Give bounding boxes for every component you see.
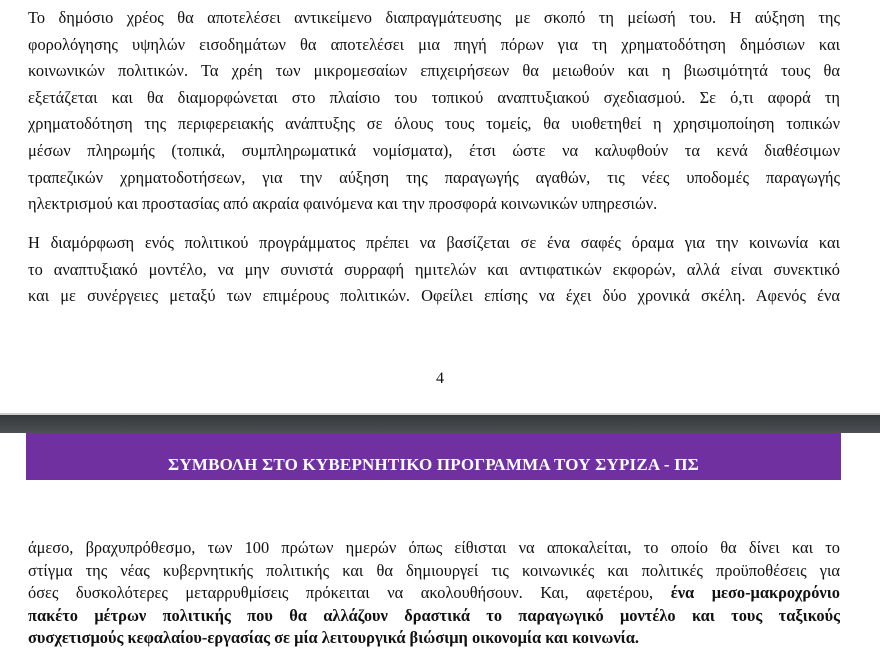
banner-title: ΣΥΜΒΟΛΗ ΣΤΟ ΚΥΒΕΡΝΗΤΙΚΟ ΠΡΟΓΡΑΜΜΑ ΤΟΥ ΣΥΡΙΖΑ - ΠΣ (168, 455, 699, 474)
page-number: 4 (436, 370, 444, 387)
text-line: μέσων πληρωμής (τοπικά, συμπληρωματικά νομίσματα), έτσι ώστε να καλυφθούν τα κενά διαθέσιμων (28, 141, 840, 160)
text-line: τραπεζικών χρηματοδοτήσεων, για την αύξηση της παραγωγής αγαθών, τις νέες υποδομές παραγωγής (28, 167, 840, 187)
text-line: Η διαμόρφωση ενός πολιτικού προγράμματος πρέπει να βασίζεται σε ένα σαφές όραμα για την κοινωνία και (28, 233, 840, 252)
text-normal: όσες δυσκολότερες μεταρρυθμίσεις πρόκειται να ακολουθήσουν. Και, αφετέρου, (28, 583, 671, 602)
text-normal: άμεσο, βραχυπρόθεσμο, των 100 πρώτων ημερών όπως είθισται να αποκαλείται, το οποίο θα δίνει και το (28, 538, 840, 557)
text-bold: συσχετισμούς κεφαλαίου-εργασίας σε μία λειτουργικά βιώσιμη οικονομία και κοινωνία. (28, 628, 640, 647)
page-separator (0, 413, 880, 433)
text-line: Το δημόσιο χρέος θα αποτελέσει αντικείμενο διαπραγμάτευσης με σκοπό τη μείωσή του. Η αύξηση της (28, 8, 840, 27)
text-bold: πακέτο μέτρων πολιτικής που θα αλλάζουν δραστικά το παραγωγικό μοντέλο και τους ταξικούς (28, 605, 840, 625)
text-line (28, 582, 840, 604)
text-line: φορολόγησης υψηλών εισοδημάτων θα αποτελέσει μια πηγή πόρων για τη χρηματοδότηση δημόσιων και (28, 34, 840, 54)
section-banner (26, 433, 841, 480)
text-line: εξετάζεται και θα διαμορφώνεται στο πλαίσιο του τοπικού αναπτυξιακού σχεδιασμού. Σε ό,τι αφορά τη (28, 87, 840, 107)
text-bold: ένα μεσο-μακροχρόνιο (670, 583, 840, 602)
text-line: χρηματοδότηση της περιφερειακής ανάπτυξης σε όλους τους τομείς, θα υιοθετηθεί η χρησιμοποίηση τοπικών (28, 114, 840, 134)
text-line (28, 560, 840, 582)
text-line: το αναπτυξιακό μοντέλο, να μην συνιστά συρραφή ημιτελών και αντιφατικών εκφορών, αλλά είναι συνεκτικό (28, 259, 840, 279)
text-line: και με συνέργειες μεταξύ των επιμέρους πολιτικών. Οφείλει επίσης να έχει δύο χρονικά σκέλη. Αφενός ένα (28, 286, 840, 306)
text-line: ηλεκτρισμού και προστασίας από ακραία φαινόμενα και την προσφορά κοινωνικών υπηρεσιών. (28, 194, 658, 214)
text-line (28, 537, 840, 559)
text-line (28, 627, 840, 649)
text-line: κοινωνικών πολιτικών. Τα χρέη των μικρομεσαίων επιχειρήσεων θα μειωθούν και η βιωσιμότητά τους θα (28, 61, 840, 81)
text-line (28, 605, 840, 627)
text-normal: στίγμα της νέας κυβερνητικής πολιτικής και θα δημιουργεί τις κοινωνικές και πολιτικές προϋποθέσεις για (28, 560, 840, 580)
